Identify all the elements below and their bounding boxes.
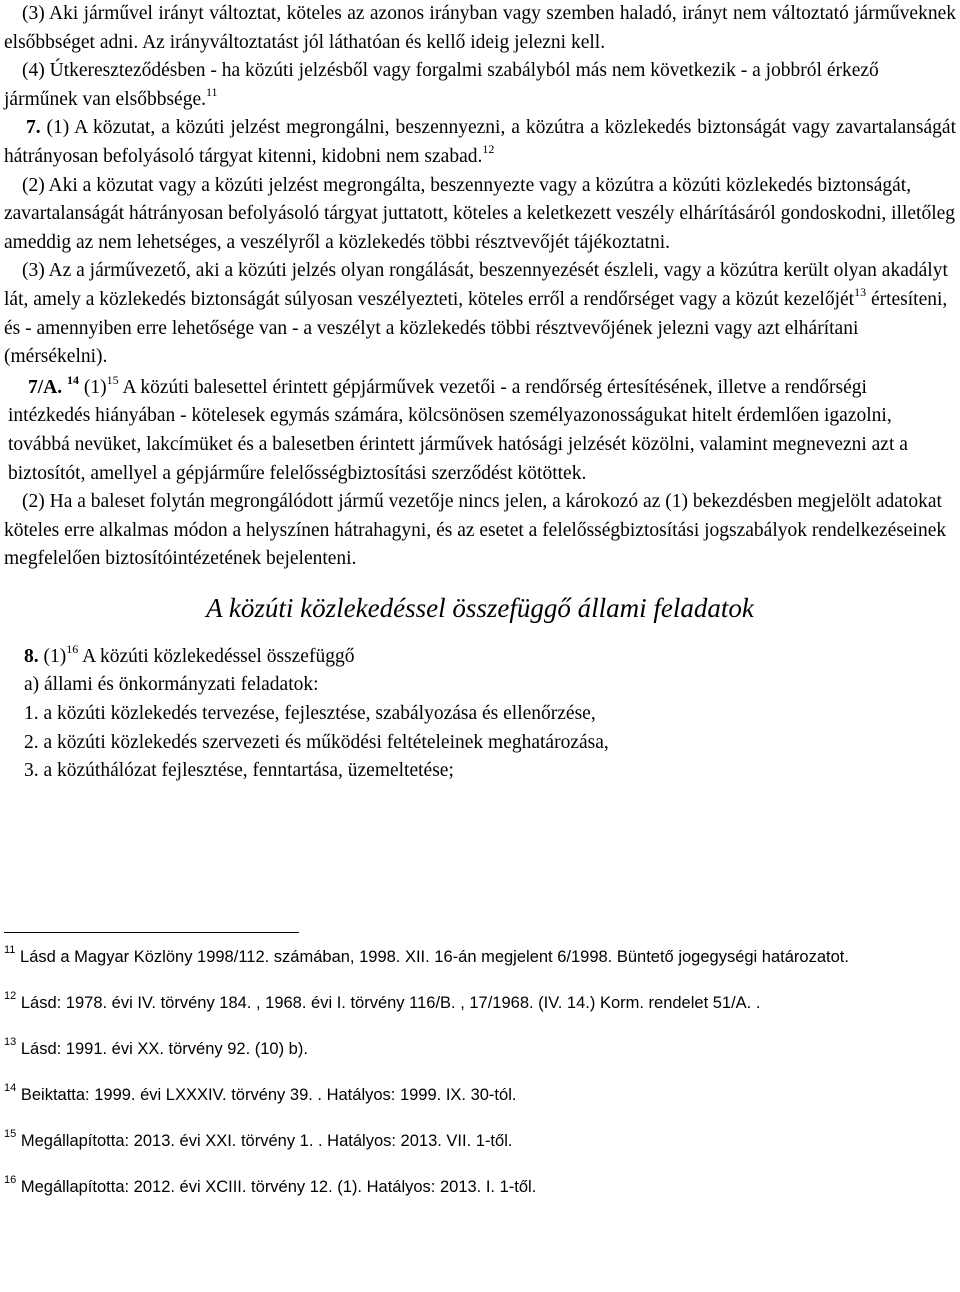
footnote-13	[4, 1032, 956, 1066]
section-7a-paragraph-2	[4, 488, 956, 574]
chapter-heading: A közúti közlekedéssel összefüggő állami feladatok	[206, 592, 754, 623]
document-body	[4, 0, 956, 786]
section-7-paragraph-1-text: (1) A közutat, a közúti jelzést megrongálni, beszennyezni, a közútra a közlekedés biztonságát vagy zavartalanságát hátrányosan befolyásoló tárgyat kitenni, kidobni nem szabad.	[4, 117, 956, 167]
section-7a-paragraph-1-text: A közúti balesettel érintett gépjárművek vezetői - a rendőrség értesítésének, illetve a rendőrségi intézkedés hiányában - kötelesek egymás számára, kölcsönösen személyazonosságukat hitelt érdemlően igazolni, továbbá nevüket, lakcímüket és a balesetben érintett járművek hatósági jelzését közölni, valamint megnevezni azt a biztosítót, amellyel a gépjárműre felelősségbiztosítási szerződést kötöttek.	[8, 376, 908, 484]
section-7-paragraph-1	[4, 114, 956, 171]
list-item: a) állami és önkormányzati feladatok:	[24, 674, 319, 696]
footnote-12	[4, 986, 956, 1020]
footnote-text: Lásd: 1978. évi IV. törvény 184. , 1968. évi I. törvény 116/B. , 17/1968. (IV. 14.) Korm. rendelet 51/A. .	[20, 994, 761, 1012]
section-8-number: 8.	[24, 645, 39, 667]
section-7-paragraph-2	[4, 172, 956, 258]
footnote-text: Lásd: 1991. évi XX. törvény 92. (10) b).	[20, 1040, 308, 1058]
footnote-text: Lásd a Magyar Közlöny 1998/112. számában, 1998. XII. 16-án megjelent 6/1998. Büntető jogegységi határozatot.	[20, 948, 849, 966]
list-item: 2. a közúti közlekedés szervezeti és működési feltételeinek meghatározása,	[24, 731, 609, 753]
footnote-separator	[4, 932, 299, 933]
paragraph-3-text: (3) Aki járművel irányt változtat, köteles az azonos irányban vagy szemben haladó, irányt nem változtató járműveknek elsőbbséget adni. Az irányváltoztatást jól láthatóan és kellő ideig jelezni kell.	[4, 3, 956, 53]
section-7a-paragraph-2-text: (2) Ha a baleset folytán megrongálódott jármű vezetője nincs jelen, a károkozó az (1) bekezdésben megjelölt adatokat köteles erre alkalmas módon a helyszínen hátrahagyni, és az esetet a felelősségbiztosítási jogszabályok rendelkezéseinek megfelelően biztosítóintézetének bejelenteni.	[4, 491, 947, 570]
section-7-paragraph-3-text-b: értesíteni, és - amennyiben erre lehetősége van - a veszélyt a közlekedés többi résztvevőjének jelezni vagy azt elhárítani (mérsékelni).	[4, 288, 948, 368]
footnote-ref-12[interactable]: 12	[482, 141, 495, 156]
section-7a-number: 7/A.	[28, 376, 63, 398]
footnote-text: Beiktatta: 1999. évi LXXXIV. törvény 39. . Hatályos: 1999. IX. 30-tól.	[20, 1086, 517, 1104]
footnote-number: 12	[4, 990, 17, 1002]
section-7a-paragraph-1-label: (1)	[83, 376, 107, 398]
list-item: 1. a közúti közlekedés tervezése, fejlesztése, szabályozása és ellenőrzése,	[24, 703, 596, 725]
footnote-ref-16[interactable]: 16	[66, 641, 79, 656]
section-7-number: 7.	[26, 117, 41, 139]
section-8-paragraph-1-label: (1)	[43, 645, 67, 667]
section-7a-paragraph-1	[8, 374, 956, 488]
section-8	[24, 643, 956, 786]
section-8-paragraph-1	[24, 643, 956, 672]
footnote-11	[4, 940, 956, 974]
footnote-15	[4, 1124, 956, 1158]
footnote-text: Megállapította: 2013. évi XXI. törvény 1. . Hatályos: 2013. VII. 1-től.	[20, 1132, 513, 1150]
paragraph-3	[4, 0, 956, 57]
footnote-number: 16	[4, 1174, 17, 1186]
footnotes	[4, 940, 956, 1204]
footnote-ref-14[interactable]: 14	[67, 372, 79, 387]
footnote-number: 13	[4, 1036, 17, 1048]
paragraph-4	[4, 57, 956, 114]
paragraph-4-text: (4) Útkereszteződésben - ha közúti jelzésből vagy forgalmi szabályból más nem következik - a jobbról érkező járműnek van elsőbbsége.	[4, 60, 879, 110]
section-7-paragraph-2-text: (2) Aki a közutat vagy a közúti jelzést megrongálta, beszennyezte vagy a közútra a közúti közlekedés biztonságát, zavartalanságát hátrányosan befolyásoló tárgyat juttatott, köteles a keletkezett veszély elhárításáról gondoskodni, illetőleg ameddig az nem lehetséges, a veszélyről a közlekedés többi résztvevőjét tájékoztatni.	[4, 174, 956, 253]
footnote-number: 15	[4, 1128, 17, 1140]
footnote-number: 14	[4, 1082, 17, 1094]
section-7-paragraph-3	[4, 257, 956, 371]
footnote-ref-13[interactable]: 13	[854, 284, 867, 299]
footnote-16	[4, 1170, 956, 1204]
footnote-number: 11	[4, 944, 16, 956]
footnote-14	[4, 1078, 956, 1112]
footnote-ref-15[interactable]: 15	[106, 372, 119, 387]
footnote-text: Megállapította: 2012. évi XCIII. törvény 12. (1). Hatályos: 2013. I. 1-től.	[20, 1178, 537, 1196]
section-7-paragraph-3-text-a: (3) Az a járművezető, aki a közúti jelzés olyan rongálását, beszennyezését észleli, vagy a közútra került olyan akadályt lát, amely a közlekedés biztonságát súlyosan veszélyezteti, köteles erről a rendőrséget vagy a közút kezelőjét	[4, 260, 948, 310]
footnote-ref-11[interactable]: 11	[205, 84, 218, 99]
list-item: 3. a közúthálózat fejlesztése, fenntartása, üzemeltetése;	[24, 760, 454, 782]
section-8-paragraph-1-text: A közúti közlekedéssel összefüggő	[82, 645, 355, 667]
